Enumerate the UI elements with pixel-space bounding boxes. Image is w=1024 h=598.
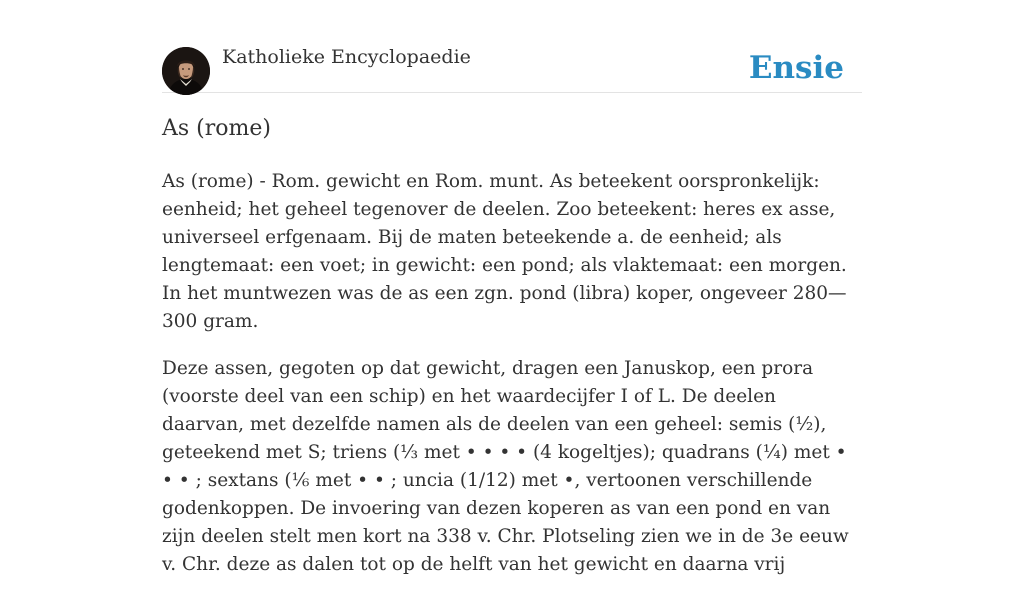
site-name[interactable]: Katholieke Encyclopaedie	[222, 46, 471, 68]
site-header	[162, 0, 862, 93]
portrait-illustration	[162, 47, 210, 95]
page-title: As (rome)	[162, 116, 271, 141]
article-paragraph: Deze assen, gegoten op dat gewicht, dragen een Januskop, een prora (voorste deel van een schip) en het waardecijfer I of L. De deelen daarvan, met dezelfde namen als de deelen van een geheel: semis (½), geteekend met S; triens (⅓ met • • • • (4 kogeltjes); quadrans (¼) met • • • ; sextans (⅙ met • • ; uncia (1/12) met •, vertoonen verschillende godenkoppen. De invoering van dezen koperen as van een pond en van zijn deelen stelt men kort na 338 v. Chr. Plotseling zien we in de 3e eeuw v. Chr. deze as dalen tot op de helft van het gewicht en daarna vrij	[162, 358, 849, 575]
portrait-avatar-icon[interactable]	[162, 47, 210, 95]
article-paragraph: As (rome) - Rom. gewicht en Rom. munt. As beteekent oorspronkelijk: eenheid; het geheel tegenover de deelen. Zoo beteekent: heres ex asse, universeel erfgenaam. Bij de maten beteekende a. de eenheid; als lengtemaat: een voet; in gewicht: een pond; als vlaktemaat: een morgen. In het muntwezen was de as een zgn. pond (libra) koper, ongeveer 280—300 gram.	[162, 171, 847, 332]
article-body	[162, 168, 862, 598]
page-container	[162, 0, 862, 575]
brand-logo[interactable]: Ensie	[748, 50, 844, 86]
